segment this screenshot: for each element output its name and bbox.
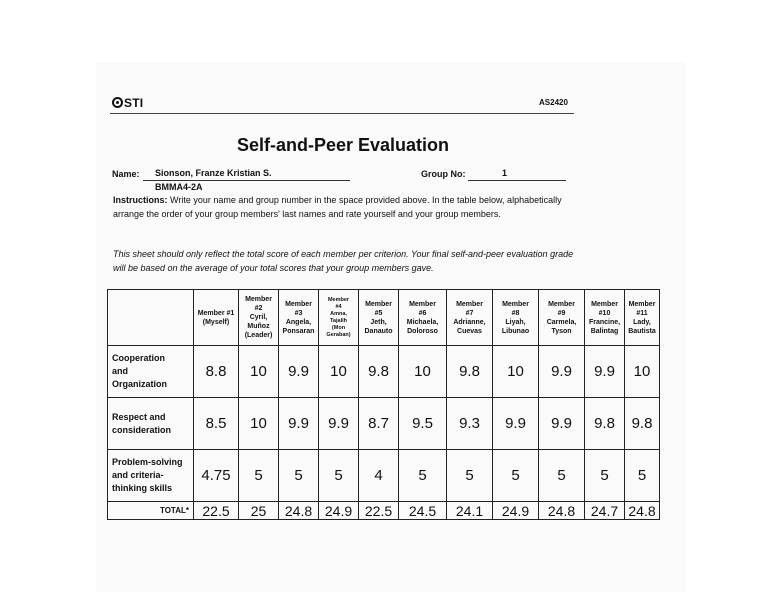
member-header-line: Adrianne, (453, 318, 486, 326)
member-header-line: #2 (254, 305, 263, 312)
member-header-line: Bautista (628, 327, 656, 335)
score-cell: 5 (239, 450, 279, 502)
member-header-line: Michaela, (406, 318, 439, 326)
instructions (113, 194, 575, 221)
page-title: Self-and-Peer Evaluation (236, 135, 450, 155)
member-header-line: #10 (598, 309, 611, 317)
member-header-line: Member (365, 300, 392, 308)
member-header-line: Member (591, 300, 618, 308)
score-cell: 10 (319, 346, 359, 398)
evaluation-table (107, 289, 660, 520)
score-cell: 10 (239, 346, 279, 398)
table-row (108, 450, 660, 502)
score-cell: 8.7 (359, 398, 399, 450)
score-cell: 10 (399, 346, 447, 398)
member-header-6 (399, 290, 447, 346)
member-header-line: Liyah, (505, 318, 526, 326)
criterion-line: Organization (112, 379, 168, 389)
score-cell: 5 (625, 450, 660, 502)
member-header-3 (279, 290, 319, 346)
member-header-line: #9 (557, 309, 566, 317)
member-header-line: Tyson (551, 327, 572, 335)
score-cell: 5 (399, 450, 447, 502)
member-header-2 (239, 290, 279, 346)
score-cell: 9.9 (585, 346, 625, 398)
member-header-line: Member (502, 300, 529, 308)
table-header-row (108, 290, 660, 346)
member-header-line: (Mon (331, 324, 346, 331)
sti-logo-icon (112, 97, 123, 108)
score-cell: 9.3 (447, 398, 493, 450)
score-cell: 9.9 (539, 398, 585, 450)
member-header-line: Ponsaran (282, 327, 315, 335)
member-header-line: (Leader) (244, 332, 273, 339)
member-header-11 (625, 290, 660, 346)
member-header-line: Jeth, (370, 318, 387, 326)
criterion-line: Problem-solving (112, 457, 183, 467)
total-cell: 24.9 (319, 502, 359, 520)
total-cell: 24.7 (585, 502, 625, 520)
score-cell: 9.9 (279, 346, 319, 398)
name-label: Name: (112, 169, 140, 179)
member-header-line: Member (327, 296, 350, 303)
total-cell: 24.9 (493, 502, 539, 520)
member-header-1 (194, 290, 239, 346)
score-cell: 9.8 (447, 346, 493, 398)
table-row (108, 346, 660, 398)
member-header-line: Member (245, 296, 272, 303)
corner-cell (108, 290, 194, 346)
total-cell: 22.5 (194, 502, 239, 520)
total-label: TOTAL* (108, 502, 194, 520)
member-header-line: Libunao (501, 327, 530, 335)
member-header-7 (447, 290, 493, 346)
evaluation-note: This sheet should only reflect the total score of each member per criterion. Your final self-and-peer evaluation grade will be based on the average of your total scores that your group members gave. (113, 249, 574, 273)
member-header-line: Cyril, (249, 314, 268, 321)
member-header-5 (359, 290, 399, 346)
name-value: Sionson, Franze Kristian S. (155, 168, 272, 178)
member-header-line: (Myself) (202, 318, 230, 326)
score-cell: 10 (493, 346, 539, 398)
score-cell: 9.5 (399, 398, 447, 450)
score-cell: 5 (447, 450, 493, 502)
member-header-line: Tajalih (329, 317, 347, 324)
total-cell: 24.8 (625, 502, 660, 520)
member-header-line: Balintag (590, 327, 619, 335)
member-header-line: #3 (294, 309, 303, 317)
score-cell: 9.8 (625, 398, 660, 450)
score-cell: 10 (239, 398, 279, 450)
total-cell: 24.8 (539, 502, 585, 520)
score-cell: 9.8 (359, 346, 399, 398)
score-cell: 4 (359, 450, 399, 502)
group-value: 1 (502, 168, 508, 178)
criterion-line: Cooperation (112, 353, 165, 363)
total-cell: 24.1 (447, 502, 493, 520)
member-header-line: Member (548, 300, 575, 308)
member-header-line: Member (285, 300, 312, 308)
member-header-line: Member (456, 300, 483, 308)
member-header-line: #8 (511, 309, 520, 317)
total-cell: 24.5 (399, 502, 447, 520)
member-header-line: Carmela, (546, 318, 577, 326)
member-header-line: #6 (418, 309, 427, 317)
score-cell: 9.8 (585, 398, 625, 450)
total-cell: 25 (239, 502, 279, 520)
table-row (108, 398, 660, 450)
score-cell: 5 (319, 450, 359, 502)
score-cell: 8.5 (194, 398, 239, 450)
member-header-line: Amna, (330, 310, 347, 317)
member-header-10 (585, 290, 625, 346)
total-cell: 22.5 (359, 502, 399, 520)
member-header-4 (319, 290, 359, 346)
criterion-cell (108, 346, 194, 398)
instructions-text: Write your name and group number in the space provided above. In the table below, alphabetically arrange the order of your group members' last names and rate yourself and your group members. (113, 195, 562, 219)
member-header-line: #4 (335, 303, 342, 310)
section-value: BMMA4-2A (155, 182, 203, 192)
header-divider (110, 113, 574, 114)
member-header-line: Francine, (588, 318, 621, 326)
member-header-line: Danauto (364, 327, 393, 335)
group-label: Group No: (421, 169, 466, 179)
score-cell: 5 (493, 450, 539, 502)
sti-logo (112, 96, 143, 110)
member-header-line: Doloroso (407, 327, 438, 335)
score-cell: 5 (585, 450, 625, 502)
score-cell: 9.9 (279, 398, 319, 450)
form-code: AS2420 (539, 98, 568, 107)
member-header-line: #11 (636, 309, 648, 317)
member-header-line: #5 (374, 309, 383, 317)
score-cell: 4.75 (194, 450, 239, 502)
score-cell: 5 (279, 450, 319, 502)
member-header-line: Member (628, 300, 656, 308)
member-header-line: #7 (465, 309, 474, 317)
criterion-cell (108, 450, 194, 502)
total-cell: 24.8 (279, 502, 319, 520)
instructions-label: Instructions: (113, 195, 168, 205)
member-header-line: Cuevas (457, 327, 482, 335)
criterion-line: thinking skills (112, 483, 173, 493)
group-underline (468, 180, 566, 181)
score-cell: 9.9 (539, 346, 585, 398)
score-cell: 9.9 (493, 398, 539, 450)
score-cell: 5 (539, 450, 585, 502)
member-header-line: Member (409, 300, 436, 308)
logo-text: STI (124, 96, 144, 110)
criterion-line: Respect and (112, 411, 166, 422)
member-header-line: Lady, (633, 318, 651, 326)
criterion-line: and criteria- (112, 470, 164, 480)
member-header-9 (539, 290, 585, 346)
name-underline (143, 180, 350, 181)
member-header-line: Member #1 (197, 309, 235, 317)
member-header-line: Muñoz (247, 323, 270, 330)
total-row (108, 502, 660, 520)
criterion-line: and (112, 366, 129, 376)
score-cell: 8.8 (194, 346, 239, 398)
member-header-line: Geraban) (326, 331, 351, 338)
score-cell: 9.9 (319, 398, 359, 450)
member-header-8 (493, 290, 539, 346)
score-cell: 10 (625, 346, 660, 398)
criterion-cell (108, 398, 194, 450)
member-header-line: Angela, (285, 318, 312, 326)
criterion-line: consideration (112, 424, 172, 435)
